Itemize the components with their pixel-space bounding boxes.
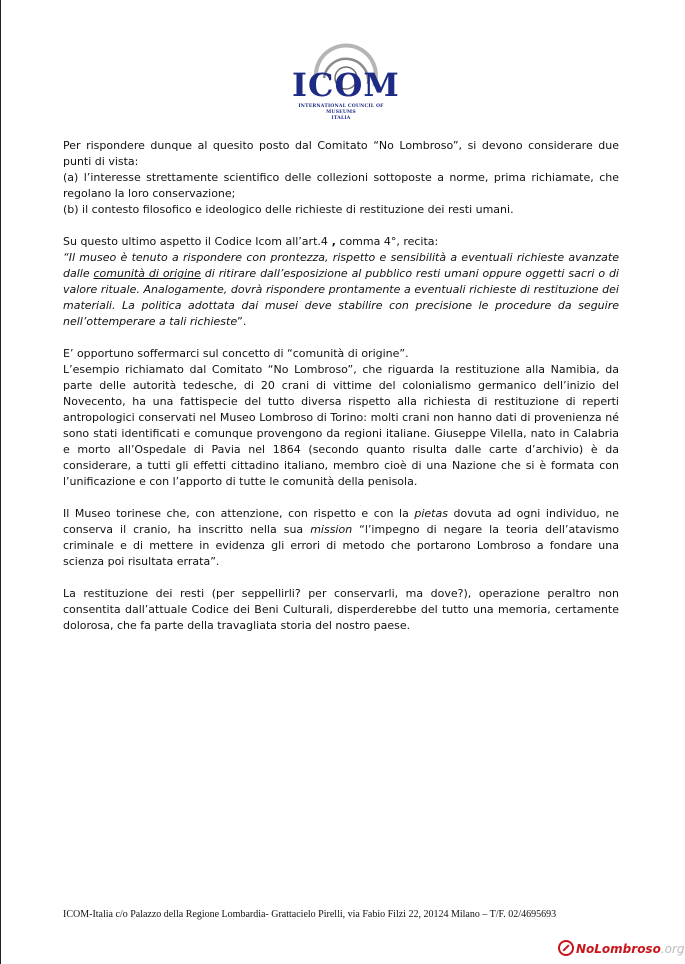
nolombroso-watermark — [558, 940, 685, 958]
page-edge — [0, 0, 1, 964]
code-reference-comma: , — [327, 235, 336, 248]
paragraph-code-reference — [63, 234, 619, 250]
paragraph-intro: Per rispondere dunque al quesito posto dal Comitato “No Lombroso”, si devono considerare due punti di vista: — [63, 139, 619, 168]
paragraph-namibia-example: L’esempio richiamato dal Comitato “No Lombroso”, che riguarda la restituzione alla Namibia, da parte delle autorità tedesche, di 20 crani di vittime del colonialismo germanico dell’inizio del Novecento, ha una fattispecie del tutto diversa rispetto alla richiesta di restituzione di reperti antropologici conservati nel Museo Lombroso di Torino: molti crani non hanno dati di provenienza né sono stati identificati e comunque provengono da regioni italiane. Giuseppe Vilella, nato in Calabria e morto all’Ospedale di Pavia nel 1864 (secondo quanto risulta dalle carte d’archivio) è da considerare, a tutti gli effetti cittadino italiano, membro cioè di una Nazione che si è formata con l’unificazione e con l’apporto di tutte le comunità della penisola. — [63, 363, 619, 488]
quote-part-2: di ritirare dall’esposizione al pubblico resti umani oppure oggetti sacri o di valore rituale. Analogamente, dovrà rispondere prontamente a eventuali richieste di restituzione dei materiali. La politica adottata dai musei deve stabilire con precisione le procedure da seguire nell’ottemperare a tali richieste — [63, 267, 619, 328]
no-sign-icon — [558, 940, 574, 956]
paragraph-conclusion: La restituzione dei resti (per seppellirli? per conservarli, ma dove?), operazione peraltro non consentita dall’attuale Codice dei Beni Culturali, disperderebbe del tutto una memoria, certamente dolorosa, che fa parte della travagliata storia del nostro paese. — [63, 587, 619, 632]
museum-text-a: Il Museo torinese che, con attenzione, con rispetto e con la — [63, 507, 415, 520]
point-b: (b) il contesto filosofico e ideologico delle richieste di restituzione dei resti umani. — [63, 203, 514, 216]
quote-underlined-term: comunità di origine — [93, 267, 201, 280]
watermark-brand: NoLombroso — [576, 942, 661, 956]
logo-subtitle-line1: INTERNATIONAL COUNCIL OF MUSEUMS — [298, 104, 384, 115]
logo-wordmark: ICOM — [292, 66, 400, 104]
museum-text-b: dovuta ad ogni individuo, ne conserva il cranio, ha inscritto nella sua — [63, 507, 620, 536]
museum-pietas: pietas — [414, 507, 448, 520]
museum-mission-word: mission — [310, 523, 353, 536]
logo-subtitle — [286, 104, 396, 122]
museum-text-c: “l’impegno di negare la teoria dell’atavismo criminale e di mettere in evidenza gli errori di metodo che portarono Lombroso a fondare una scienza poi risultata errata”. — [63, 523, 620, 568]
footer-address: ICOM-Italia c/o Palazzo della Regione Lombardia- Grattacielo Pirelli, via Fabio Filzi 22, 20124 Milano – T/F. 02/4695693 — [63, 909, 557, 920]
icom-logo — [286, 44, 400, 121]
point-a: (a) l’interesse strettamente scientifico delle collezioni sottoposte a norme, prima richiamate, che regolano la loro conservazione; — [63, 171, 619, 200]
watermark-tld: .org — [660, 942, 685, 956]
paragraph-origin-heading: E’ opportuno soffermarci sul concetto di “comunità di origine”. — [63, 347, 409, 360]
quote-part-1: “Il museo è tenuto a rispondere con prontezza, rispetto e sensibilità a eventuali richieste avanzate dalle — [63, 251, 619, 280]
code-reference-lead: Su questo ultimo aspetto il Codice Icom all’art.4 — [63, 235, 328, 248]
logo-subtitle-line2: ITALIA — [331, 116, 351, 121]
quote-close: ”. — [237, 315, 247, 328]
code-quote — [63, 250, 619, 330]
paragraph-museum-mission — [63, 506, 619, 570]
code-reference-tail: comma 4°, recita: — [335, 235, 439, 248]
watermark-text — [576, 941, 685, 957]
letter-body — [63, 138, 619, 634]
